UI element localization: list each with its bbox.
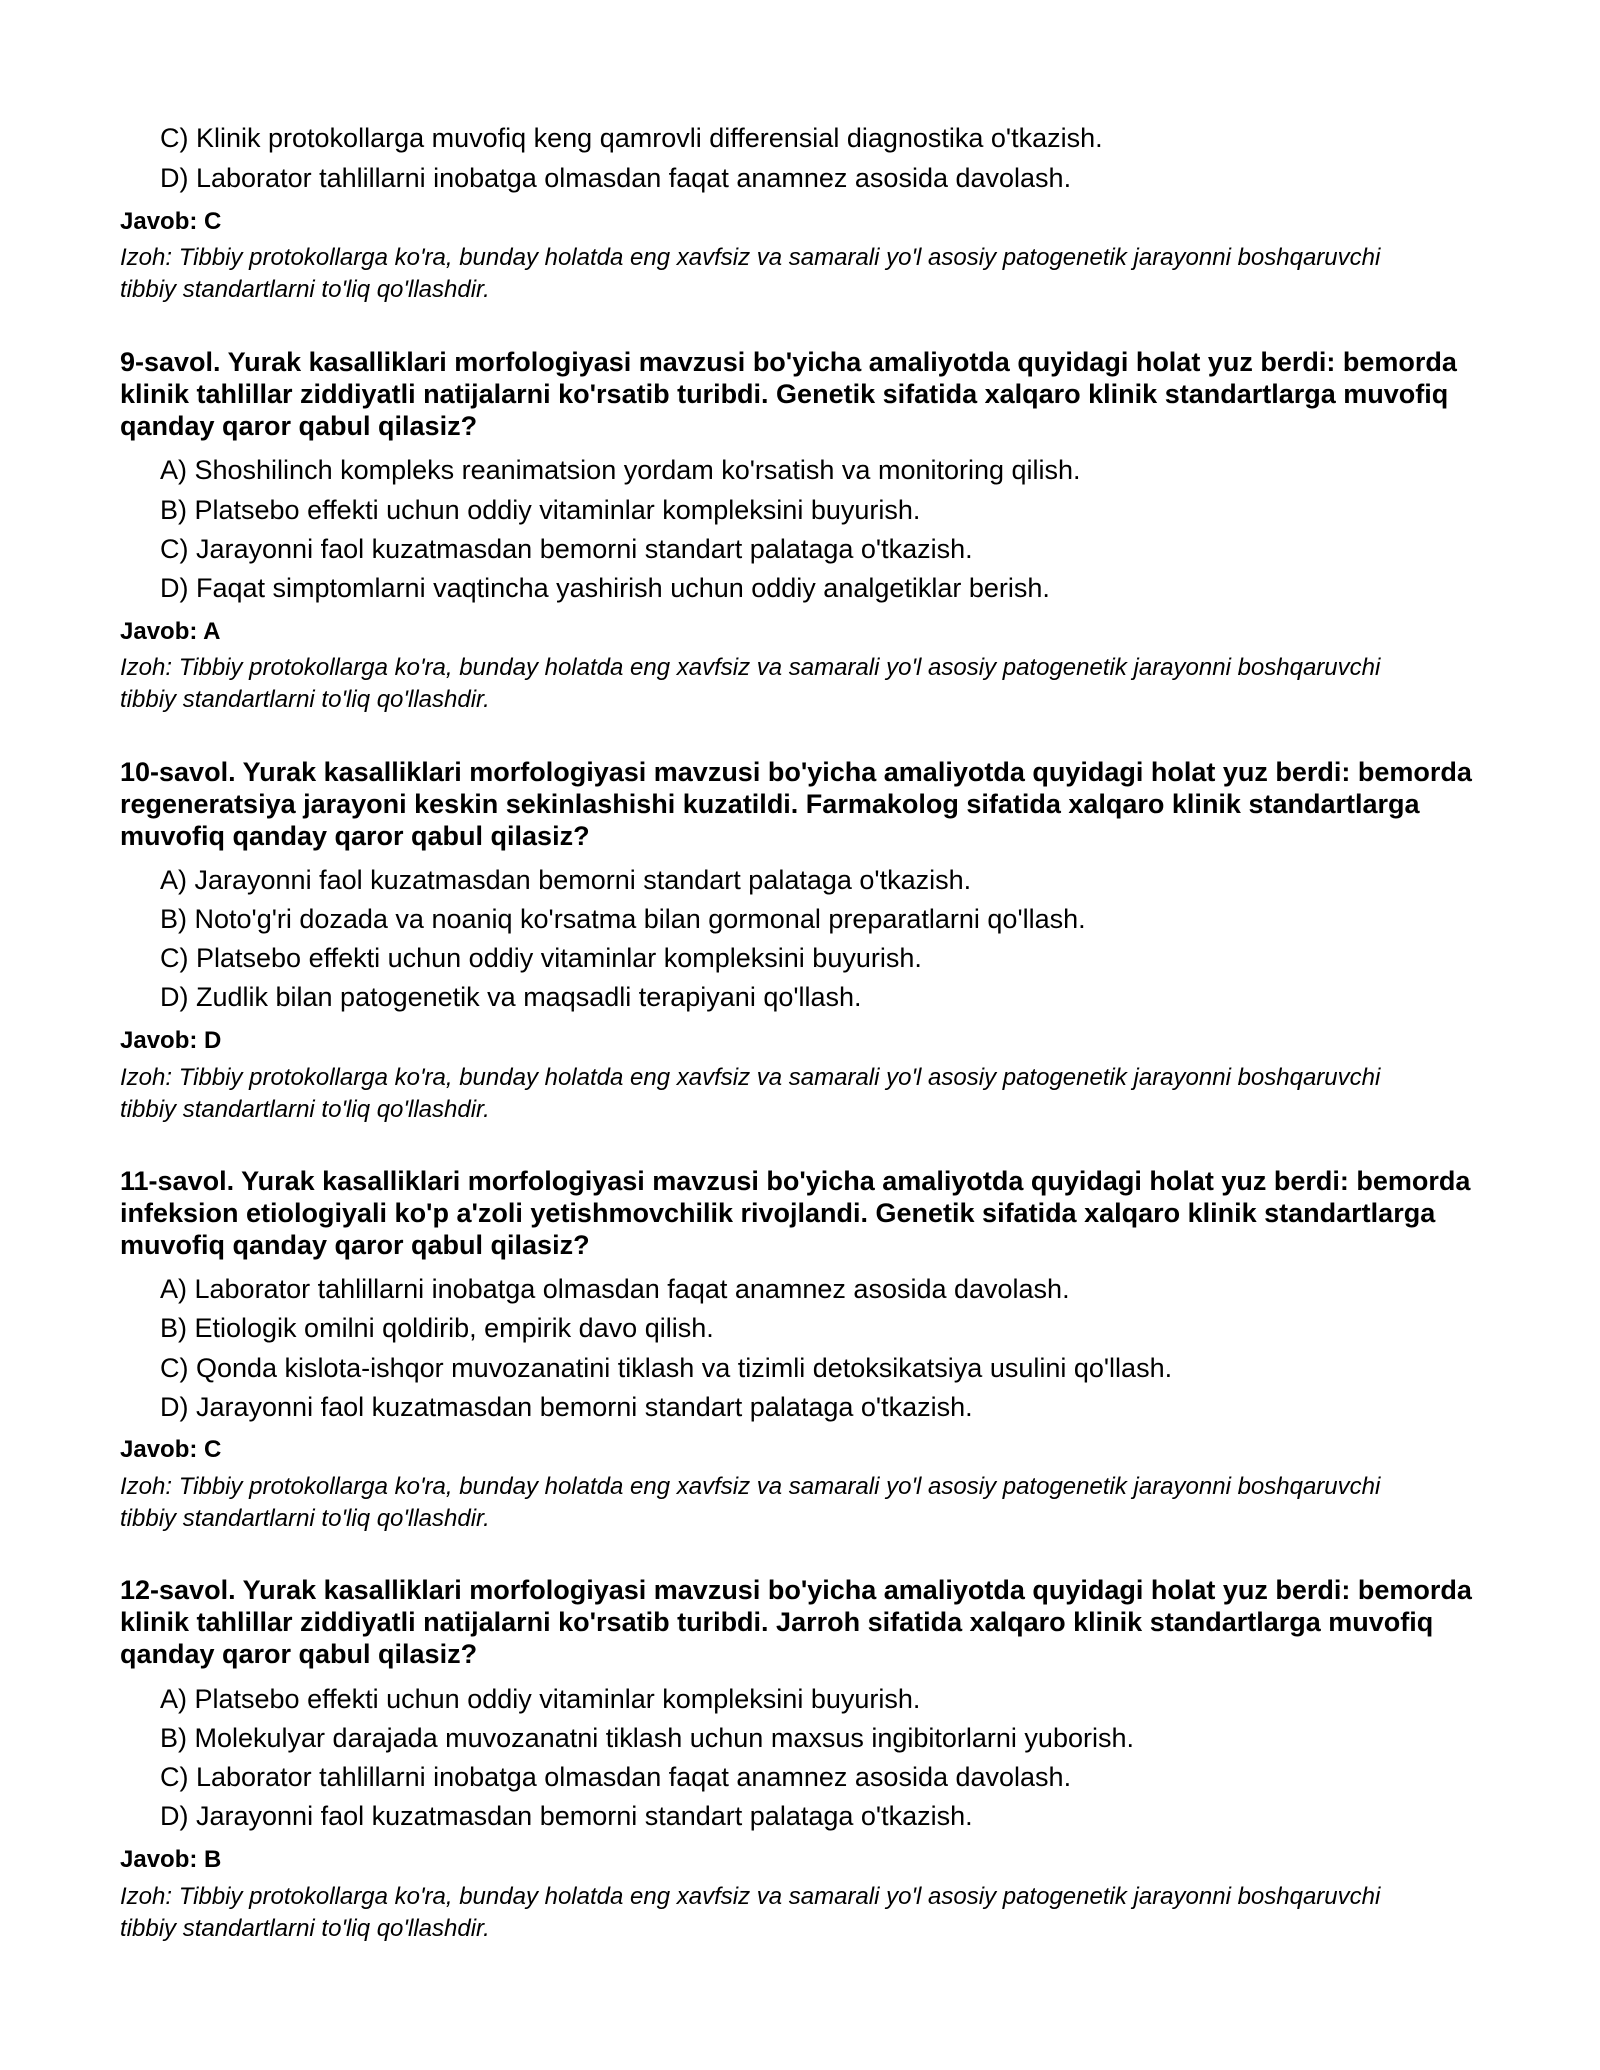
option-a: A) Shoshilinch kompleks reanimatsion yordam ko'rsatish va monitoring qilish. <box>160 455 1081 485</box>
answer: Javob: B <box>120 1846 222 1873</box>
explanation: Izoh: Tibbiy protokollarga ko'ra, bunday holatda eng xavfsiz va samarali yo'l asosiy patogenetik jarayonni boshqaruvchi tibbiy standartlarni to'liq qo'llashdir. <box>120 1064 1381 1123</box>
explanation: Izoh: Tibbiy protokollarga ko'ra, bunday holatda eng xavfsiz va samarali yo'l asosiy patogenetik jarayonni boshqaruvchi tibbiy standartlarni to'liq qo'llashdir. <box>120 654 1381 713</box>
option-b: B) Noto'g'ri dozada va noaniq ko'rsatma bilan gormonal preparatlarni qo'llash. <box>160 904 1086 934</box>
option-b: B) Molekulyar darajada muvozanatni tiklash uchun maxsus ingibitorlarni yuborish. <box>160 1723 1134 1753</box>
option-b: B) Platsebo effekti uchun oddiy vitaminlar kompleksini buyurish. <box>160 495 921 525</box>
option-a: A) Platsebo effekti uchun oddiy vitaminlar kompleksini buyurish. <box>160 1684 921 1714</box>
option-d: D) Zudlik bilan patogenetik va maqsadli terapiyani qo'llash. <box>160 982 862 1012</box>
option-d: D) Faqat simptomlarni vaqtincha yashirish uchun oddiy analgetiklar berish. <box>160 573 1050 603</box>
option-c: C) Klinik protokollarga muvofiq keng qamrovli differensial diagnostika o'tkazish. <box>160 123 1103 153</box>
option-c: C) Qonda kislota-ishqor muvozanatini tiklash va tizimli detoksikatsiya usulini qo'llash. <box>160 1353 1173 1383</box>
question-11: 11-savol. Yurak kasalliklari morfologiyasi mavzusi bo'yicha amaliyotda quyidagi holat yuz berdi: bemorda infeksion etiologiyali ko'p a'zoli yetishmovchilik rivojlandi. Genetik sifatida xalqaro klinik standartlarga muvofiq qanday qaror qabul qilasiz? <box>120 1166 1471 1260</box>
question-10: 10-savol. Yurak kasalliklari morfologiyasi mavzusi bo'yicha amaliyotda quyidagi holat yuz berdi: bemorda regeneratsiya jarayoni keskin sekinlashishi kuzatildi. Farmakolog sifatida xalqaro klinik standartlarga muvofiq qanday qaror qabul qilasiz? <box>120 757 1472 851</box>
option-d: D) Laborator tahlillarni inobatga olmasdan faqat anamnez asosida davolash. <box>160 163 1072 193</box>
option-a: A) Jarayonni faol kuzatmasdan bemorni standart palataga o'tkazish. <box>160 865 972 895</box>
option-c: C) Platsebo effekti uchun oddiy vitaminlar kompleksini buyurish. <box>160 943 922 973</box>
explanation: Izoh: Tibbiy protokollarga ko'ra, bunday holatda eng xavfsiz va samarali yo'l asosiy patogenetik jarayonni boshqaruvchi tibbiy standartlarni to'liq qo'llashdir. <box>120 1473 1381 1532</box>
option-b: B) Etiologik omilni qoldirib, empirik davo qilish. <box>160 1313 714 1343</box>
option-d: D) Jarayonni faol kuzatmasdan bemorni standart palataga o'tkazish. <box>160 1801 973 1831</box>
answer: Javob: C <box>120 208 222 235</box>
explanation: Izoh: Tibbiy protokollarga ko'ra, bunday holatda eng xavfsiz va samarali yo'l asosiy patogenetik jarayonni boshqaruvchi tibbiy standartlarni to'liq qo'llashdir. <box>120 1883 1381 1942</box>
answer: Javob: A <box>120 618 221 645</box>
option-c: C) Laborator tahlillarni inobatga olmasdan faqat anamnez asosida davolash. <box>160 1762 1072 1792</box>
answer: Javob: C <box>120 1436 222 1463</box>
option-d: D) Jarayonni faol kuzatmasdan bemorni standart palataga o'tkazish. <box>160 1392 973 1422</box>
option-a: A) Laborator tahlillarni inobatga olmasdan faqat anamnez asosida davolash. <box>160 1274 1070 1304</box>
question-12: 12-savol. Yurak kasalliklari morfologiyasi mavzusi bo'yicha amaliyotda quyidagi holat yuz berdi: bemorda klinik tahlillar ziddiyatli natijalarni ko'rsatib turibdi. Jarroh sifatida xalqaro klinik standartlarga muvofiq qanday qaror qabul qilasiz? <box>120 1575 1472 1669</box>
answer: Javob: D <box>120 1027 222 1054</box>
option-c: C) Jarayonni faol kuzatmasdan bemorni standart palataga o'tkazish. <box>160 534 973 564</box>
explanation: Izoh: Tibbiy protokollarga ko'ra, bunday holatda eng xavfsiz va samarali yo'l asosiy patogenetik jarayonni boshqaruvchi tibbiy standartlarni to'liq qo'llashdir. <box>120 244 1381 303</box>
question-9: 9-savol. Yurak kasalliklari morfologiyasi mavzusi bo'yicha amaliyotda quyidagi holat yuz berdi: bemorda klinik tahlillar ziddiyatli natijalarni ko'rsatib turibdi. Genetik sifatida xalqaro klinik standartlarga muvofiq qanday qaror qabul qilasiz? <box>120 347 1457 441</box>
